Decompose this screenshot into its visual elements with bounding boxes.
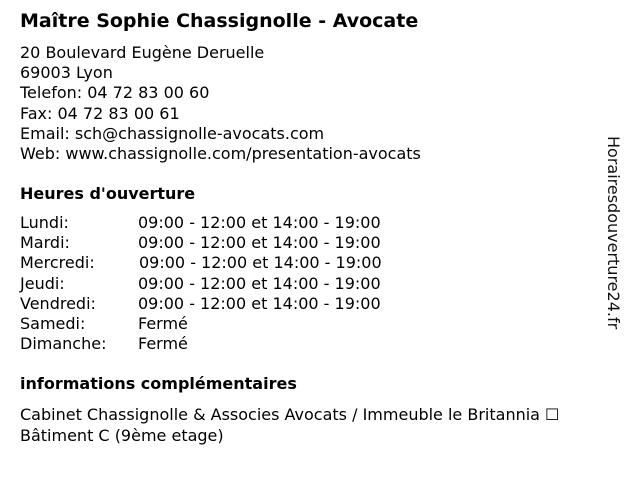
info-line: Cabinet Chassignolle & Associes Avocats / Immeuble le Britannia ☐ bbox=[20, 405, 560, 424]
day-hours: Fermé bbox=[138, 334, 188, 354]
email-address: Email: sch@chassignolle-avocats.com bbox=[20, 123, 325, 143]
day-hours: 09:00 - 12:00 et 14:00 - 19:00 bbox=[138, 233, 381, 253]
day-label: Mercredi: bbox=[20, 253, 95, 273]
address-city: 69003 Lyon bbox=[20, 63, 113, 83]
brand-watermark: Horairesdouverture24.fr bbox=[604, 136, 623, 330]
day-label: Samedi: bbox=[20, 313, 86, 333]
day-label: Jeudi: bbox=[20, 273, 65, 293]
phone-number: Telefon: 04 72 83 00 60 bbox=[20, 83, 210, 103]
page-title: Maître Sophie Chassignolle - Avocate bbox=[20, 10, 419, 32]
day-hours: 09:00 - 12:00 et 14:00 - 19:00 bbox=[138, 293, 381, 313]
day-label: Lundi: bbox=[20, 213, 69, 232]
contact-block bbox=[20, 43, 421, 164]
website-address: Web: www.chassignolle.com/presentation-avocats bbox=[20, 144, 421, 164]
fax-number: Fax: 04 72 83 00 61 bbox=[20, 103, 180, 123]
info-line: Bâtiment C (9ème etage) bbox=[20, 426, 224, 445]
day-hours: 09:00 - 12:00 et 14:00 - 19:00 bbox=[138, 213, 381, 232]
address-street: 20 Boulevard Eugène Deruelle bbox=[20, 43, 265, 62]
day-hours: Fermé bbox=[138, 313, 188, 333]
day-label: Mardi: bbox=[20, 233, 70, 253]
info-heading: informations complémentaires bbox=[20, 374, 297, 393]
day-label: Vendredi: bbox=[20, 293, 96, 313]
info-block bbox=[20, 404, 559, 446]
day-label: Dimanche: bbox=[20, 334, 107, 354]
day-hours: 09:00 - 12:00 et 14:00 - 19:00 bbox=[139, 253, 382, 273]
hours-heading: Heures d'ouverture bbox=[20, 184, 196, 203]
day-hours: 09:00 - 12:00 et 14:00 - 19:00 bbox=[138, 273, 381, 293]
